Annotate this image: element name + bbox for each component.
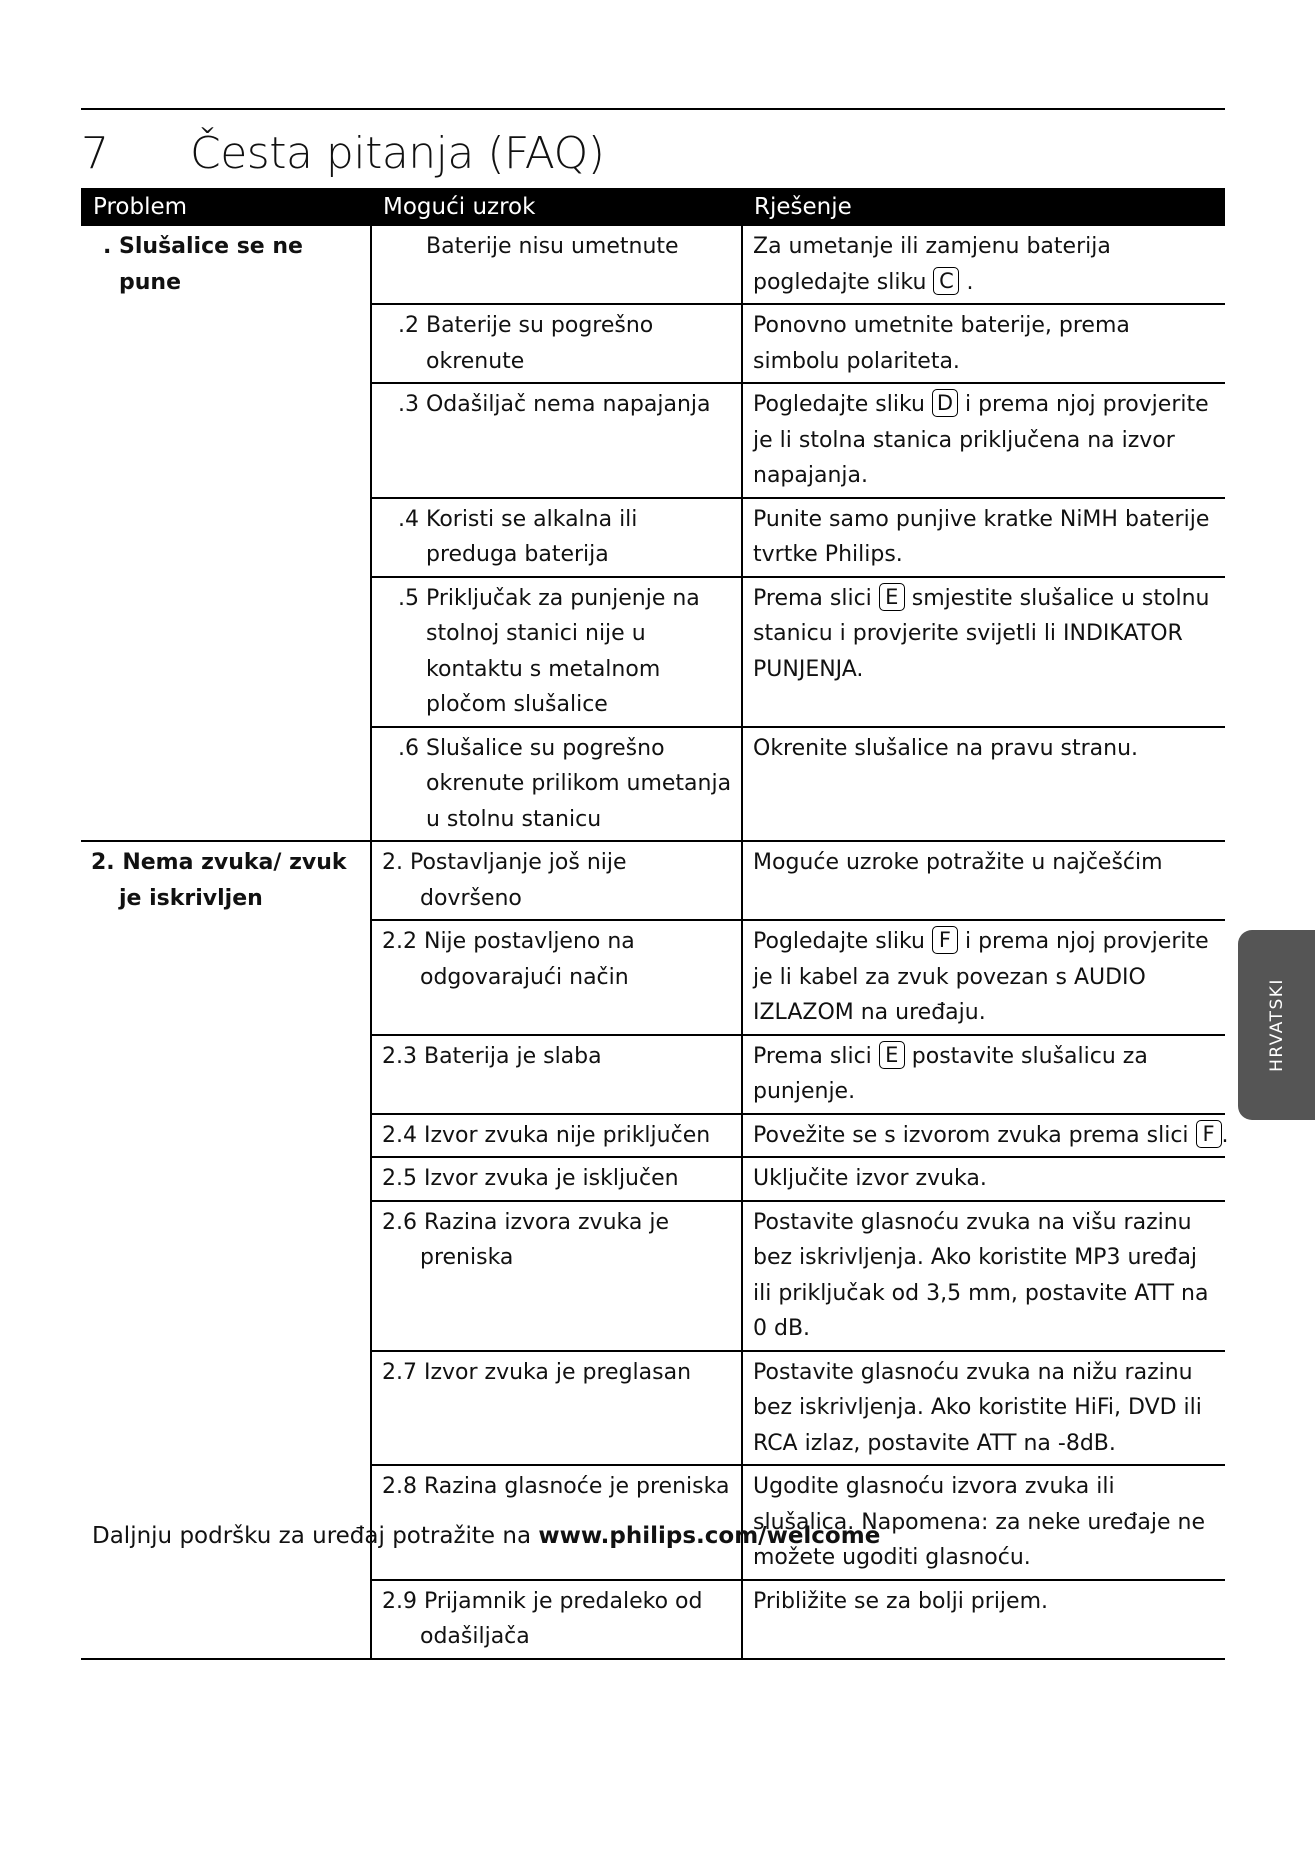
solution-1-5: Prema slici E smjestite slušalice u stolnu stanicu i provjerite svijetli li INDIKATOR PUNJENJA. <box>742 577 1225 727</box>
solution-2-7: Postavite glasnoću zvuka na nižu razinu bez iskrivljenja. Ako koristite HiFi, DVD ili RCA izlaz, postavite ATT na -8dB. <box>742 1351 1225 1466</box>
language-tab <box>1238 930 1315 1120</box>
problem-2: 2. Nema zvuka/ zvuk je iskrivljen <box>81 841 371 1659</box>
solution-1-4: Punite samo punjive kratke NiMH baterije tvrtke Philips. <box>742 498 1225 577</box>
solution-2-1: Moguće uzroke potražite u najčešćim <box>742 841 1225 920</box>
support-link[interactable]: www.philips.com/welcome <box>538 1523 881 1549</box>
header-problem: Problem <box>81 188 371 226</box>
solution-1-2: Ponovno umetnite baterije, prema simbolu polariteta. <box>742 304 1225 383</box>
table-header-row <box>81 188 1225 226</box>
top-rule <box>81 108 1225 110</box>
faq-table <box>81 188 1229 1660</box>
cause-2-7: 2.7 Izvor zvuka je preglasan <box>371 1351 742 1466</box>
figure-ref-icon: E <box>879 1041 905 1069</box>
cause-2-5: 2.5 Izvor zvuka je isključen <box>371 1157 742 1201</box>
solution-1-3: Pogledajte sliku D i prema njoj provjerite je li stolna stanica priključena na izvor napajanja. <box>742 383 1225 498</box>
problem-1: . Slušalice se ne pune <box>81 226 371 841</box>
header-solution: Rješenje <box>742 188 1225 226</box>
figure-ref-icon: F <box>932 926 958 954</box>
figure-ref-icon: C <box>933 267 959 295</box>
figure-ref-icon: E <box>879 583 905 611</box>
cause-1-2: .2 Baterije su pogrešno okrenute <box>371 304 742 383</box>
cause-2-3: 2.3 Baterija je slaba <box>371 1035 742 1114</box>
solution-2-2: Pogledajte sliku F i prema njoj provjerite je li kabel za zvuk povezan s AUDIO IZLAZOM na uređaju. <box>742 920 1225 1035</box>
figure-ref-icon: F <box>1196 1120 1222 1148</box>
solution-1-1: Za umetanje ili zamjenu baterija pogledajte sliku C . <box>742 226 1225 304</box>
chapter-number: 7 <box>81 128 109 179</box>
solution-2-6: Postavite glasnoću zvuka na višu razinu bez iskrivljenja. Ako koristite MP3 uređaj ili priključak od 3,5 mm, postavite ATT na 0 dB. <box>742 1201 1225 1351</box>
table-row <box>81 226 1225 304</box>
cause-2-8: 2.8 Razina glasnoće je preniska <box>371 1465 742 1580</box>
cause-2-1: 2. Postavljanje još nije dovršeno <box>371 841 742 920</box>
footer-support-text: Daljnju podršku za uređaj potražite na www.philips.com/welcome <box>92 1523 881 1549</box>
solution-2-8: Ugodite glasnoću izvora zvuka ili slušalica. Napomena: za neke uređaje ne možete ugoditi glasnoću. <box>742 1465 1225 1580</box>
header-cause: Mogući uzrok <box>371 188 742 226</box>
cause-1-6: .6 Slušalice su pogrešno okrenute prilikom umetanja u stolnu stanicu <box>371 727 742 842</box>
solution-2-9: Približite se za bolji prijem. <box>742 1580 1225 1659</box>
cause-2-9: 2.9 Prijamnik je predaleko od odašiljača <box>371 1580 742 1659</box>
cause-2-2: 2.2 Nije postavljeno na odgovarajući način <box>371 920 742 1035</box>
cause-2-4: 2.4 Izvor zvuka nije priključen <box>371 1114 742 1158</box>
solution-2-3: Prema slici E postavite slušalicu za punjenje. <box>742 1035 1225 1114</box>
chapter-title: Česta pitanja (FAQ) <box>190 128 605 179</box>
solution-2-5: Uključite izvor zvuka. <box>742 1157 1225 1201</box>
figure-ref-icon: D <box>932 389 958 417</box>
cause-1-5: .5 Priključak za punjenje na stolnoj stanici nije u kontaktu s metalnom pločom slušalice <box>371 577 742 727</box>
cause-1-1: Baterije nisu umetnute <box>371 226 742 304</box>
language-tab-label: HRVATSKI <box>1266 978 1287 1072</box>
cause-1-4: .4 Koristi se alkalna ili preduga baterija <box>371 498 742 577</box>
solution-2-4: Povežite se s izvorom zvuka prema slici F . <box>742 1114 1225 1158</box>
table-row <box>81 841 1225 920</box>
cause-2-6: 2.6 Razina izvora zvuka je preniska <box>371 1201 742 1351</box>
solution-1-6: Okrenite slušalice na pravu stranu. <box>742 727 1225 842</box>
cause-1-3: .3 Odašiljač nema napajanja <box>371 383 742 498</box>
